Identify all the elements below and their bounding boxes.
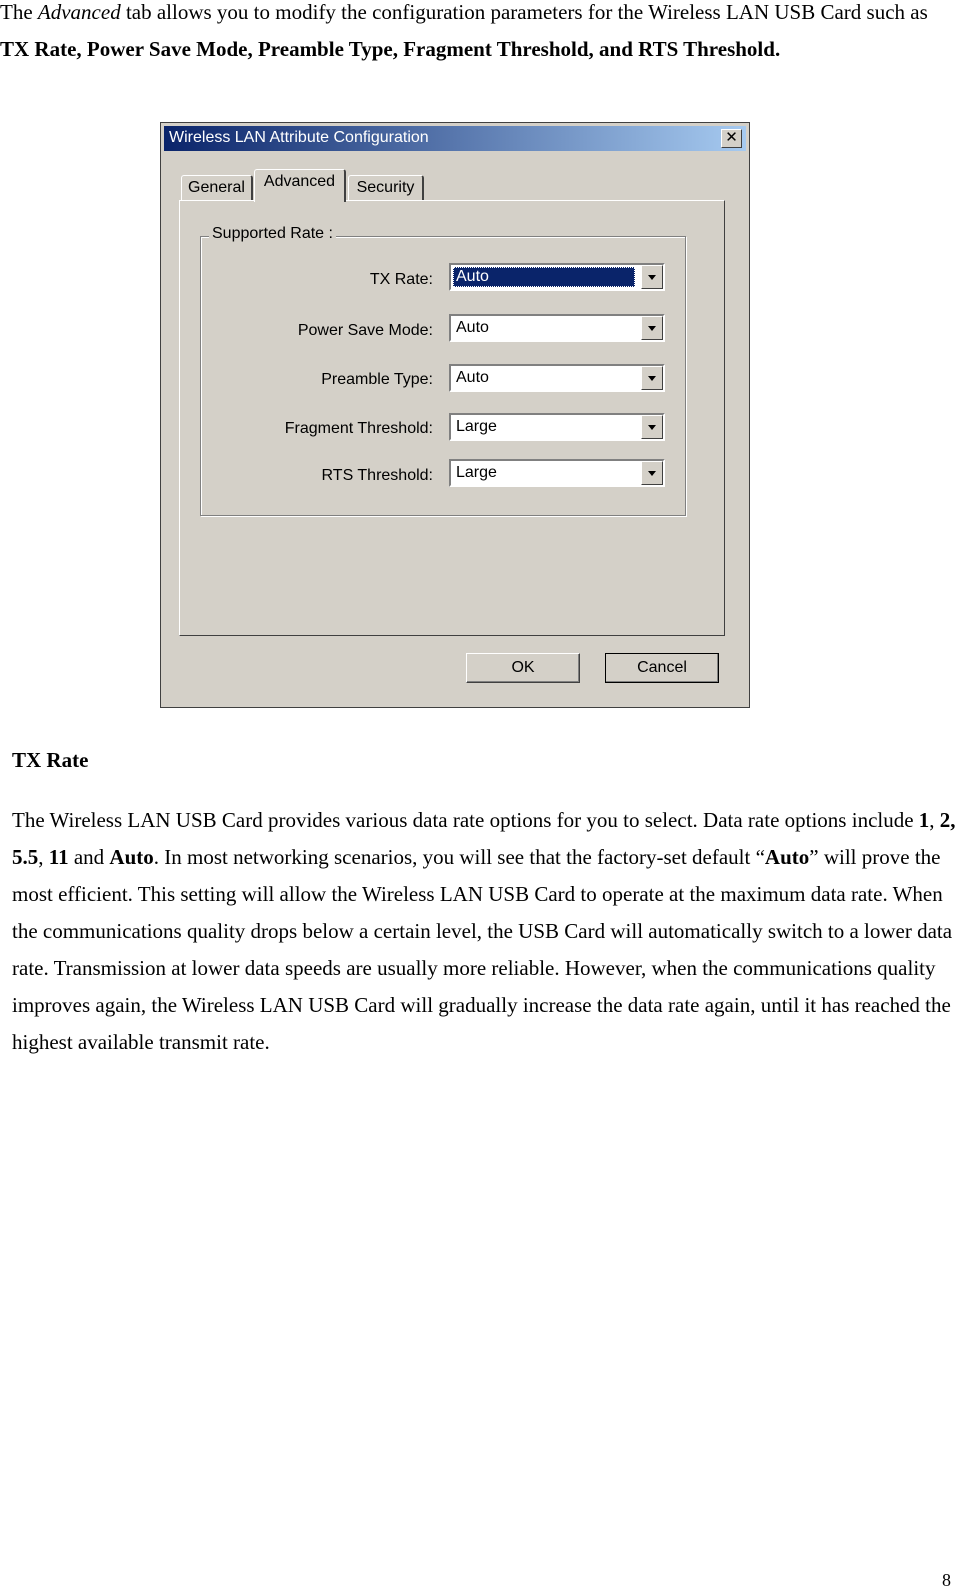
config-dialog — [160, 122, 750, 708]
power-save-mode-select[interactable] — [449, 314, 665, 342]
default-auto: Auto — [764, 845, 810, 869]
page-number: 8 — [942, 1570, 951, 1590]
rts-threshold-select[interactable] — [449, 459, 665, 487]
tx-rate-label: TX Rate: — [369, 271, 433, 288]
intro-text-2: tab allows you to modify the configuration parameters for the Wireless LAN USB Card such as — [120, 0, 928, 24]
dialog-titlebar[interactable] — [164, 126, 746, 151]
preamble-type-value: Auto — [456, 369, 489, 386]
tab-general[interactable]: General — [181, 175, 253, 201]
chevron-down-icon[interactable] — [641, 366, 663, 390]
chevron-down-icon[interactable] — [641, 415, 663, 439]
rate-option-2: 2, 5.5 — [12, 808, 956, 869]
close-icon[interactable]: ✕ — [721, 129, 742, 148]
tab-advanced[interactable]: Advanced — [254, 169, 346, 202]
intro-italic: Advanced — [37, 0, 121, 24]
tx-rate-select[interactable] — [449, 263, 665, 291]
rts-threshold-label: RTS Threshold: — [321, 467, 433, 484]
preamble-type-label: Preamble Type: — [321, 371, 433, 388]
rate-option-auto: Auto — [109, 845, 154, 869]
body-text-1: The Wireless LAN USB Card provides various data rate options for you to select. Data rate options include — [12, 808, 919, 832]
intro-paragraph — [0, 0, 950, 68]
body-text-3: , — [38, 845, 49, 869]
intro-bold: TX Rate, Power Save Mode, Preamble Type, Fragment Threshold, and RTS Threshold. — [0, 37, 781, 61]
supported-rate-group — [200, 225, 686, 516]
chevron-down-icon[interactable] — [641, 461, 663, 485]
tab-security[interactable]: Security — [348, 175, 424, 201]
power-save-mode-value: Auto — [456, 319, 489, 336]
body-text-5: . In most networking scenarios, you will see that the factory-set default “ — [153, 845, 765, 869]
power-save-mode-label: Power Save Mode: — [297, 322, 433, 339]
body-text-2: , — [929, 808, 940, 832]
rate-option-3: 11 — [48, 845, 69, 869]
cancel-button[interactable]: Cancel — [605, 653, 719, 683]
chevron-down-icon[interactable] — [641, 316, 663, 340]
fragment-threshold-value: Large — [456, 418, 497, 435]
group-label: Supported Rate : — [209, 225, 336, 243]
rate-option-1: 1 — [918, 808, 930, 832]
dialog-title: Wireless LAN Attribute Configuration — [169, 129, 429, 146]
chevron-down-icon[interactable] — [641, 265, 663, 289]
body-text-6: ” will prove the most efficient. This setting will allow the Wireless LAN USB Card to operate at the maximum data rate. When the communications quality drops below a certain level, the USB Card will automatically switch to a lower data rate. Transmission at lower data speeds are usually more reliable. However, when the communications quality improves again, the Wireless LAN USB Card will gradually increase the data rate again, until it has reached the highest available transmit rate. — [12, 845, 953, 1054]
fragment-threshold-select[interactable] — [449, 413, 665, 441]
section-paragraph — [12, 802, 957, 1061]
tx-rate-value: Auto — [453, 267, 635, 287]
rts-threshold-value: Large — [456, 464, 497, 481]
advanced-tab-panel — [179, 200, 725, 636]
preamble-type-select[interactable] — [449, 364, 665, 392]
body-text-4: and — [68, 845, 110, 869]
section-heading: TX Rate — [12, 748, 89, 772]
ok-button[interactable]: OK — [466, 653, 580, 683]
fragment-threshold-label: Fragment Threshold: — [284, 420, 433, 437]
intro-text-1: The — [0, 0, 38, 24]
